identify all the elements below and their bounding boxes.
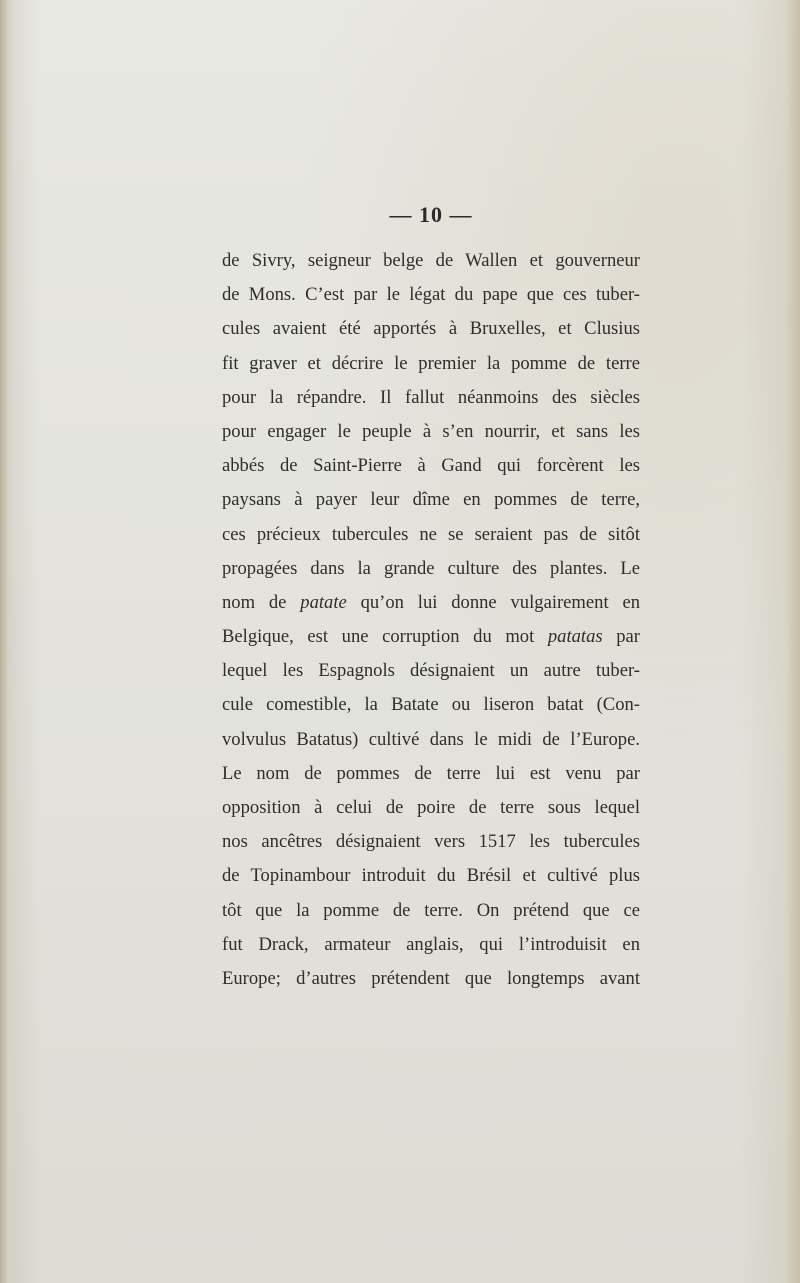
page-body-text xyxy=(222,244,640,996)
text-line: de Mons. C’est par le légat du pape que ces tuber- xyxy=(222,284,640,306)
text-line: tôt que la pomme de terre. On prétend que ce xyxy=(222,899,640,921)
text-line: lequel les Espagnols désignaient un autre tuber- xyxy=(222,660,640,682)
text-line: Europe; d’autres prétendent que longtemps avant xyxy=(222,967,640,989)
text-line: pour la répandre. Il fallut néanmoins des siècles xyxy=(222,386,640,408)
text-line: propagées dans la grande culture des plantes. Le xyxy=(222,557,640,579)
text-line: ces précieux tubercules ne se seraient pas de sitôt xyxy=(222,523,640,545)
text-line: de Sivry, seigneur belge de Wallen et gouverneur xyxy=(222,250,640,271)
page-number: — 10 — xyxy=(389,202,473,227)
text-line: Belgique, est une corruption du mot patatas par xyxy=(222,626,640,648)
text-line: abbés de Saint-Pierre à Gand qui forcèrent les xyxy=(222,455,640,477)
text-line: fut Drack, armateur anglais, qui l’introduisit en xyxy=(222,933,640,955)
page-left-edge xyxy=(0,0,14,1283)
text-line: paysans à payer leur dîme en pommes de terre, xyxy=(222,489,640,511)
text-line: nos ancêtres désignaient vers 1517 les tubercules xyxy=(222,831,640,853)
page-right-edge xyxy=(786,0,800,1283)
text-line: fit graver et décrire le premier la pomme de terre xyxy=(222,352,640,374)
text-line: opposition à celui de poire de terre sous lequel xyxy=(222,797,640,818)
text-line: cule comestible, la Batate ou liseron batat (Con- xyxy=(222,694,640,716)
text-line: Le nom de pommes de terre lui est venu par xyxy=(222,762,640,784)
text-line: cules avaient été apportés à Bruxelles, et Clusius xyxy=(222,318,640,340)
text-line: volvulus Batatus) cultivé dans le midi de l’Europe. xyxy=(222,728,640,750)
text-line: de Topinambour introduit du Brésil et cultivé plus xyxy=(222,865,640,887)
text-line: nom de patate qu’on lui donne vulgairement en xyxy=(222,591,640,613)
text-line: pour engager le peuple à s’en nourrir, et sans les xyxy=(222,420,640,442)
